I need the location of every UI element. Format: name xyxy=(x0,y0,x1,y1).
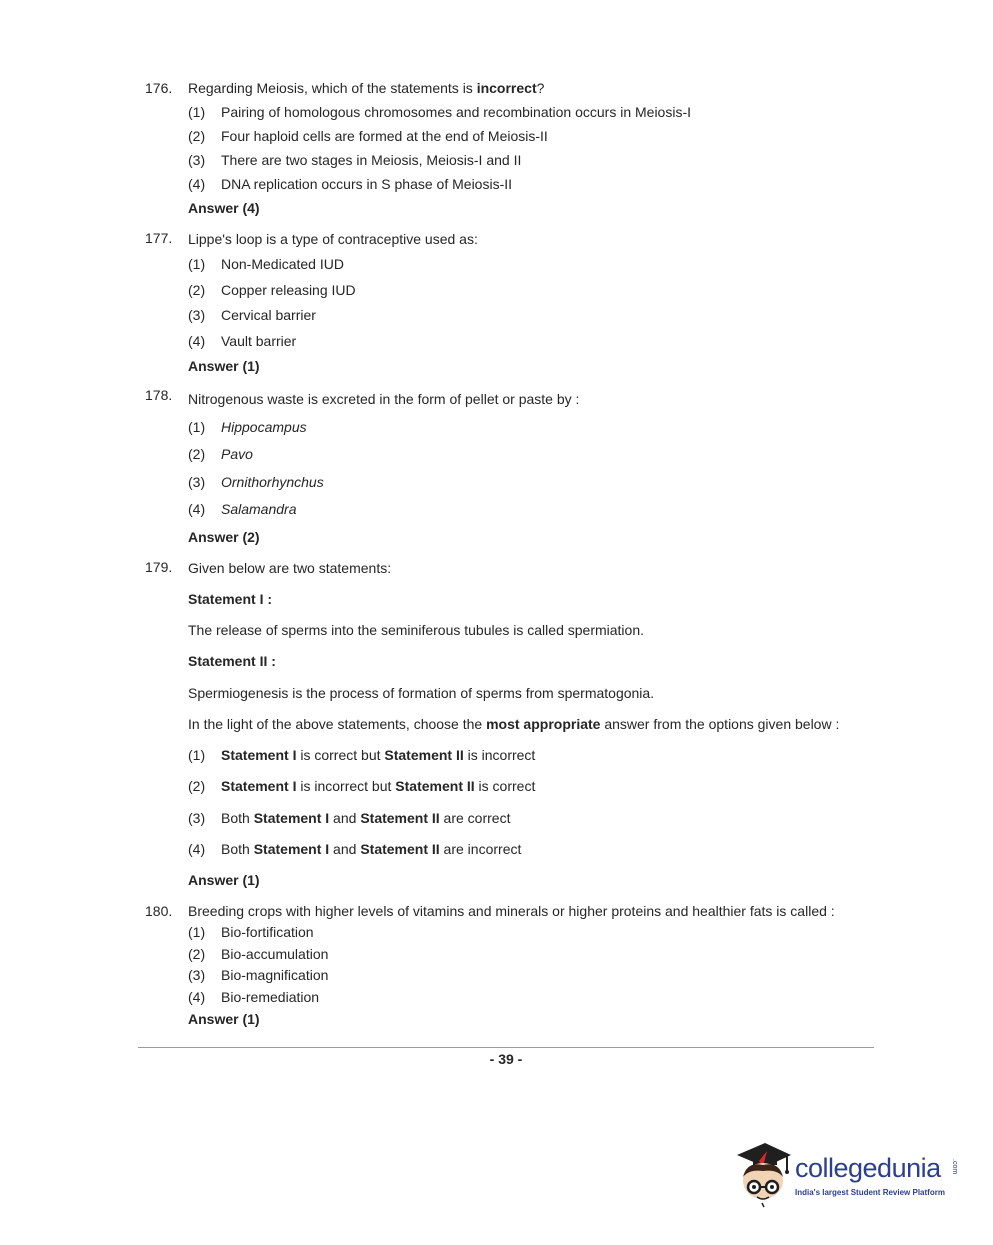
option-text: Vault barrier xyxy=(221,333,297,349)
option-text: There are two stages in Meiosis, Meiosis-I and II xyxy=(221,152,522,168)
answer: Answer (2) xyxy=(188,529,260,545)
mascot-icon xyxy=(733,1137,795,1209)
option-number: (3) xyxy=(188,967,206,983)
question-stem: Given below are two statements: xyxy=(188,560,392,576)
logo-suffix: .com xyxy=(951,1159,958,1175)
answer: Answer (1) xyxy=(188,1011,260,1027)
answer: Answer (1) xyxy=(188,872,260,888)
option-number: (1) xyxy=(188,104,206,120)
option-text: Pavo xyxy=(221,446,253,462)
option-number: (1) xyxy=(188,924,206,940)
option-text: Copper releasing IUD xyxy=(221,282,356,298)
option-text: Pairing of homologous chromosomes and recombination occurs in Meiosis-I xyxy=(221,104,691,120)
option-text: Both Statement I and Statement II are incorrect xyxy=(221,841,522,857)
option-number: (4) xyxy=(188,333,206,349)
question-number: 176. xyxy=(145,80,173,96)
option-text: Non-Medicated IUD xyxy=(221,256,344,272)
option-number: (3) xyxy=(188,152,206,168)
option-number: (2) xyxy=(188,128,206,144)
option-number: (2) xyxy=(188,946,206,962)
question-stem: Lippe's loop is a type of contraceptive used as: xyxy=(188,231,478,247)
statement-1-text: The release of sperms into the seminiferous tubules is called spermiation. xyxy=(188,622,644,638)
answer: Answer (1) xyxy=(188,358,260,374)
option-number: (3) xyxy=(188,810,206,826)
page-number: - 39 - xyxy=(489,1051,523,1067)
footer-divider xyxy=(138,1047,874,1048)
question-stem: Regarding Meiosis, which of the statements is incorrect? xyxy=(188,80,545,96)
option-text: Both Statement I and Statement II are correct xyxy=(221,810,511,826)
option-number: (4) xyxy=(188,841,206,857)
option-number: (2) xyxy=(188,778,206,794)
option-text: Statement I is incorrect but Statement II is correct xyxy=(221,778,536,794)
answer: Answer (4) xyxy=(188,200,260,216)
option-number: (3) xyxy=(188,307,206,323)
option-number: (4) xyxy=(188,989,206,1005)
option-text: Four haploid cells are formed at the end of Meiosis-II xyxy=(221,128,548,144)
option-number: (1) xyxy=(188,419,206,435)
option-text: Bio-remediation xyxy=(221,989,320,1005)
option-text: Bio-fortification xyxy=(221,924,314,940)
question-number: 179. xyxy=(145,559,173,575)
option-number: (4) xyxy=(188,501,206,517)
instruction: In the light of the above statements, choose the most appropriate answer from the options given below : xyxy=(188,716,840,732)
option-text: Bio-accumulation xyxy=(221,946,329,962)
option-number: (2) xyxy=(188,282,206,298)
option-text: Cervical barrier xyxy=(221,307,316,323)
option-number: (4) xyxy=(188,176,206,192)
option-number: (1) xyxy=(188,747,206,763)
statement-2-label: Statement II : xyxy=(188,653,276,669)
option-text: Statement I is correct but Statement II is incorrect xyxy=(221,747,536,763)
option-text: Hippocampus xyxy=(221,419,307,435)
question-number: 177. xyxy=(145,230,173,246)
option-text: DNA replication occurs in S phase of Meiosis-II xyxy=(221,176,513,192)
question-number: 178. xyxy=(145,387,173,403)
option-text: Bio-magnification xyxy=(221,967,329,983)
logo-tagline: India's largest Student Review Platform xyxy=(795,1188,945,1197)
option-text: Ornithorhynchus xyxy=(221,474,324,490)
question-stem: Nitrogenous waste is excreted in the form of pellet or paste by : xyxy=(188,391,580,407)
logo-wordmark: collegedunia xyxy=(795,1153,941,1183)
question-stem: Breeding crops with higher levels of vitamins and minerals or higher proteins and healthier fats is called : xyxy=(188,903,835,919)
collegedunia-logo xyxy=(733,1137,963,1209)
option-number: (2) xyxy=(188,446,206,462)
statement-2-text: Spermiogenesis is the process of formation of sperms from spermatogonia. xyxy=(188,685,655,701)
option-text: Salamandra xyxy=(221,501,297,517)
option-number: (1) xyxy=(188,256,206,272)
option-number: (3) xyxy=(188,474,206,490)
question-number: 180. xyxy=(145,903,173,919)
statement-1-label: Statement I : xyxy=(188,591,273,607)
